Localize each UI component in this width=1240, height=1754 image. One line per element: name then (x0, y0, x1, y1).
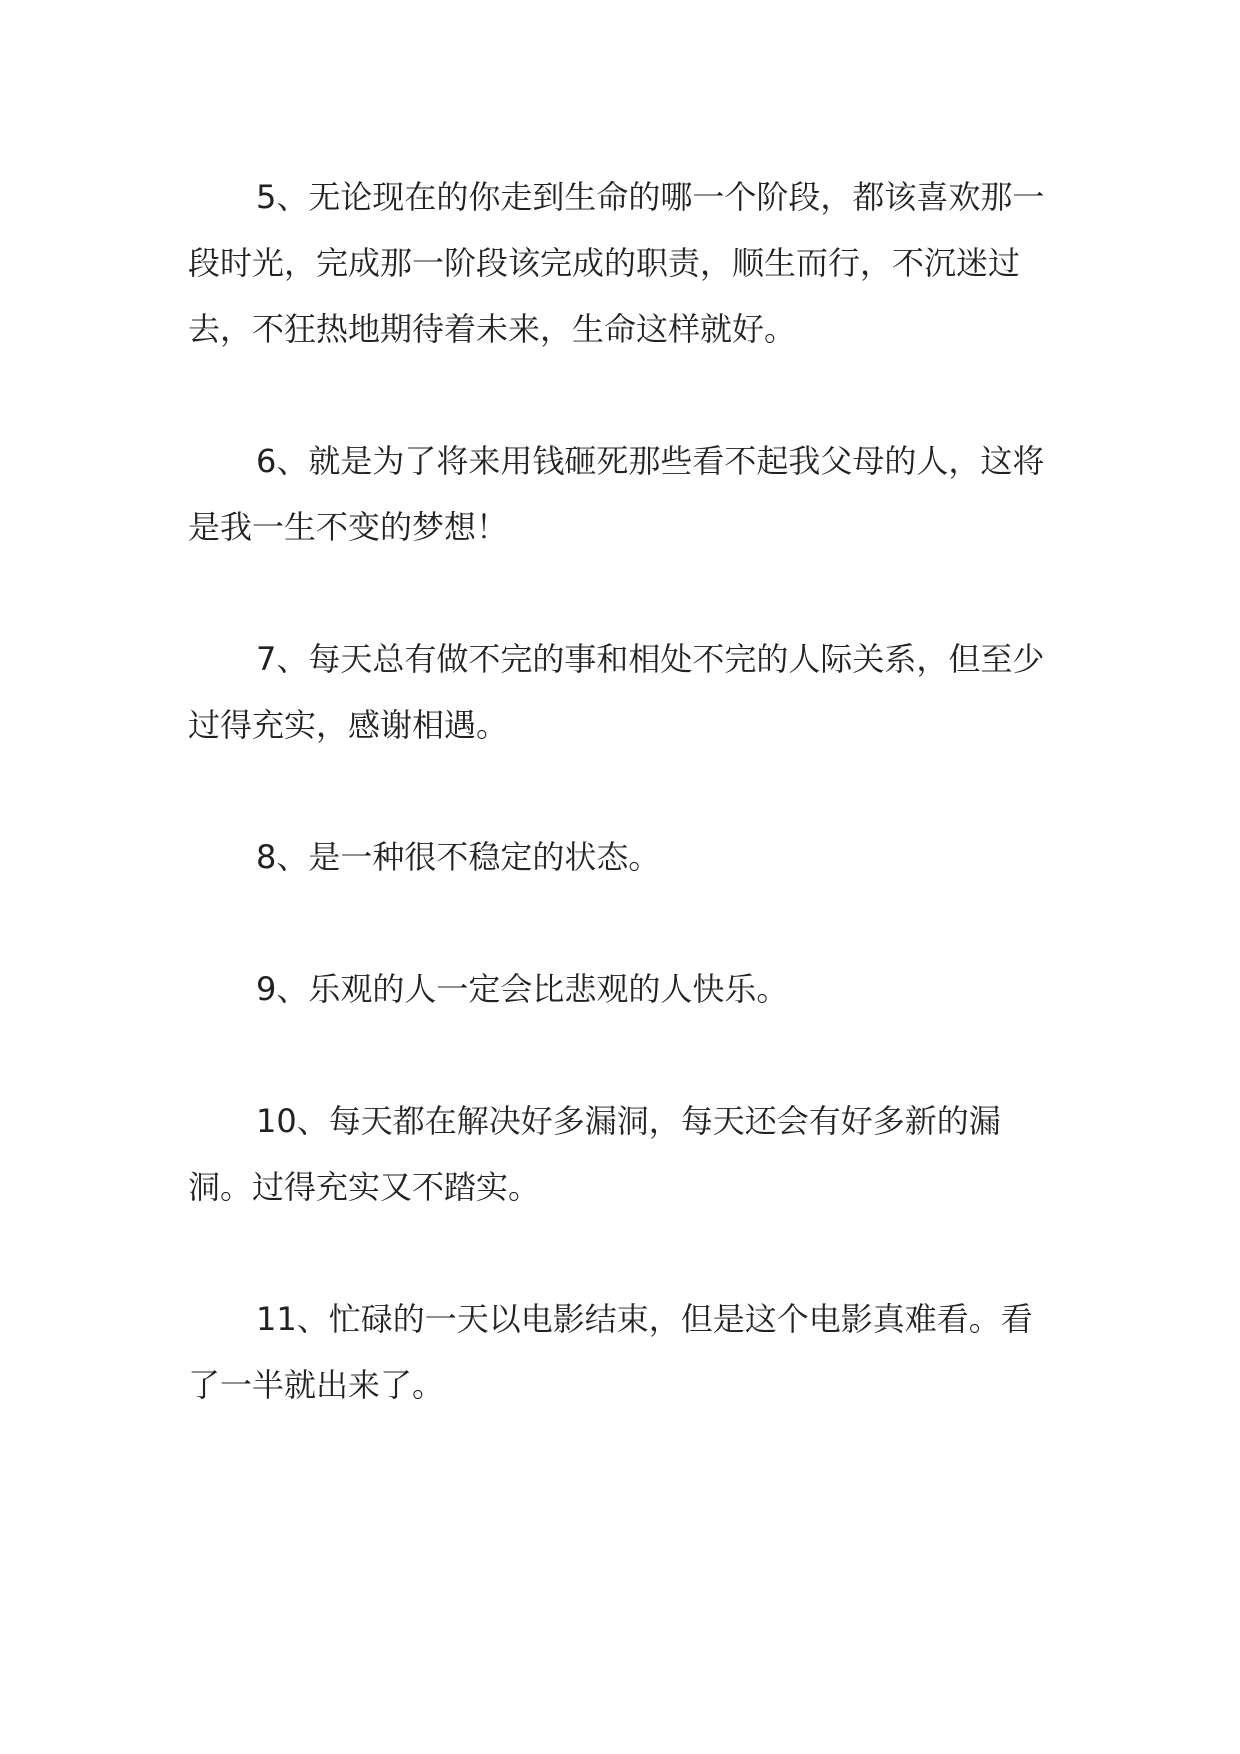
paragraph-5: 5、无论现在的你走到生命的哪一个阶段，都该喜欢那一段时光，完成那一阶段该完成的职责，顺生而行，不沉迷过去，不狂热地期待着未来，生命这样就好。 (188, 178, 1045, 348)
paragraph-9: 9、乐观的人一定会比悲观的人快乐。 (256, 970, 789, 1008)
document-body (188, 164, 1058, 1484)
paragraph-6: 6、就是为了将来用钱砸死那些看不起我父母的人，这将是我一生不变的梦想！ (188, 442, 1045, 546)
paragraph-8: 8、是一种很不稳定的状态。 (256, 838, 661, 876)
paragraph-7: 7、每天总有做不完的事和相处不完的人际关系，但至少过得充实，感谢相遇。 (188, 640, 1045, 744)
paragraph-11: 11、忙碌的一天以电影结束，但是这个电影真难看。看了一半就出来了。 (188, 1300, 1033, 1404)
paragraph-10: 10、每天都在解决好多漏洞，每天还会有好多新的漏洞。过得充实又不踏实。 (188, 1102, 1001, 1206)
